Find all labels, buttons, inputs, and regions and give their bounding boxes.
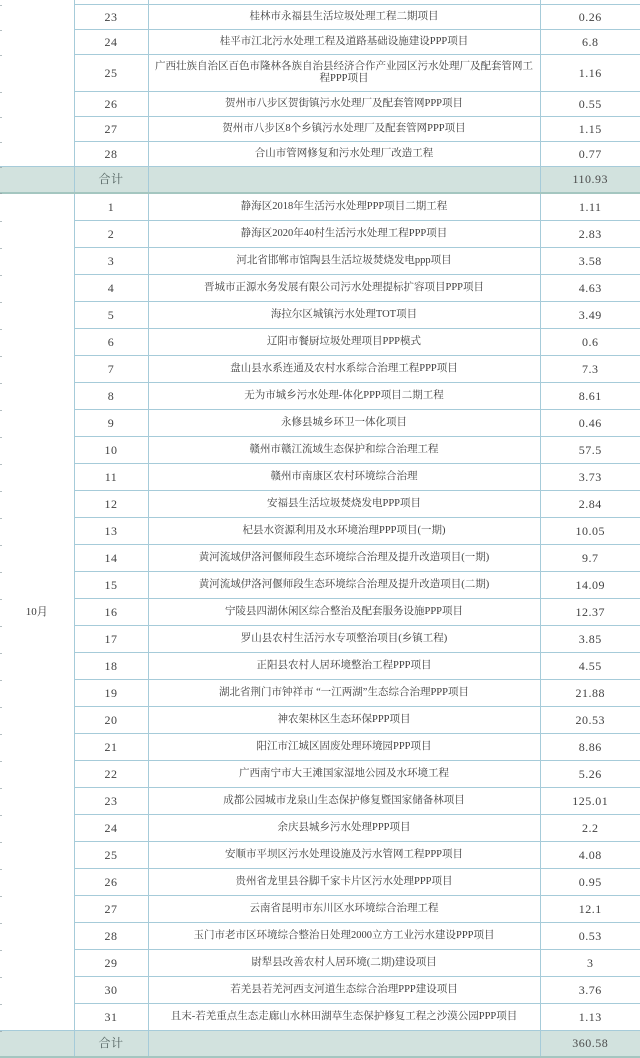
project-name-cell: 余庆县城乡污水处理PPP项目 bbox=[148, 815, 540, 842]
value-cell: 2.2 bbox=[540, 815, 640, 842]
value-cell: 7.3 bbox=[540, 356, 640, 383]
project-name-cell: 黄河流域伊洛河偃师段生态环境综合治理及提升改造项目(一期) bbox=[148, 545, 540, 572]
table-row bbox=[0, 30, 640, 55]
table-row bbox=[0, 142, 640, 167]
value-cell: 10.05 bbox=[540, 518, 640, 545]
table-row bbox=[0, 950, 640, 977]
project-name-cell: 罗山县农村生活污水专项整治项目(乡镇工程) bbox=[148, 626, 540, 653]
row-index-cell: 11 bbox=[74, 464, 148, 491]
row-index-cell: 30 bbox=[74, 977, 148, 1004]
total-name-cell bbox=[148, 167, 540, 194]
project-name-cell: 成都公园城市龙泉山生态保护修复暨国家储备林项目 bbox=[148, 788, 540, 815]
project-name-cell: 云南省昆明市东川区水环境综合治理工程 bbox=[148, 896, 540, 923]
value-cell: 20.53 bbox=[540, 707, 640, 734]
row-index-cell: 9 bbox=[74, 410, 148, 437]
project-name-cell: 阳江市江城区固废处理环境园PPP项目 bbox=[148, 734, 540, 761]
project-name-cell: 贺州市八步区8个乡镇污水处理厂及配套管网PPP项目 bbox=[148, 117, 540, 142]
row-index-cell: 28 bbox=[74, 142, 148, 167]
row-index-cell: 27 bbox=[74, 117, 148, 142]
project-name-cell: 玉门市老市区环境综合整治日处理2000立方工业污水建设PPP项目 bbox=[148, 923, 540, 950]
project-name-cell: 且末-若羌重点生态走廊山水林田湖草生态保护修复工程之沙漠公园PPP项目 bbox=[148, 1004, 540, 1031]
project-name-cell: 黄河流域伊洛河偃师段生态环境综合治理及提升改造项目(二期) bbox=[148, 572, 540, 599]
project-name-cell: 桂林市永福县生活垃圾处理工程二期项目 bbox=[148, 5, 540, 30]
table-row bbox=[0, 410, 640, 437]
row-index-cell: 21 bbox=[74, 734, 148, 761]
month-cell bbox=[0, 0, 74, 167]
row-index-cell: 1 bbox=[74, 193, 148, 221]
row-index-cell: 25 bbox=[74, 842, 148, 869]
value-cell: 125.01 bbox=[540, 788, 640, 815]
table-row bbox=[0, 761, 640, 788]
row-index-cell: 22 bbox=[74, 761, 148, 788]
table-row bbox=[0, 383, 640, 410]
table-row bbox=[0, 117, 640, 142]
table-row bbox=[0, 464, 640, 491]
value-cell: 21.88 bbox=[540, 680, 640, 707]
total-month-cell bbox=[0, 1031, 74, 1058]
table-row bbox=[0, 923, 640, 950]
project-name-cell: 安顺市平坝区污水处理设施及污水管网工程PPP项目 bbox=[148, 842, 540, 869]
value-cell: 3.73 bbox=[540, 464, 640, 491]
row-index-cell: 25 bbox=[74, 55, 148, 92]
table-row bbox=[0, 356, 640, 383]
row-index-cell: 6 bbox=[74, 329, 148, 356]
row-index-cell: 17 bbox=[74, 626, 148, 653]
value-cell: 1.13 bbox=[540, 1004, 640, 1031]
project-name-cell: 正阳县农村人居环境整治工程PPP项目 bbox=[148, 653, 540, 680]
value-cell: 12.1 bbox=[540, 896, 640, 923]
project-name-cell: 广西壮族自治区百色市隆林各族自治县经济合作产业园区污水处理厂及配套管网工程PPP项目 bbox=[148, 55, 540, 92]
project-name-cell: 若羌县若羌河西支河道生态综合治理PPP建设项目 bbox=[148, 977, 540, 1004]
table-row bbox=[0, 545, 640, 572]
value-cell: 3.76 bbox=[540, 977, 640, 1004]
row-index-cell: 24 bbox=[74, 815, 148, 842]
project-name-cell: 盘山县水系连通及农村水系综合治理工程PPP项目 bbox=[148, 356, 540, 383]
value-cell: 6.8 bbox=[540, 30, 640, 55]
project-name-cell: 海拉尔区城镇污水处理TOT项目 bbox=[148, 302, 540, 329]
total-label-cell: 合计 bbox=[74, 167, 148, 194]
month-cell: 10月 bbox=[0, 193, 74, 1031]
row-index-cell: 7 bbox=[74, 356, 148, 383]
value-cell: 14.09 bbox=[540, 572, 640, 599]
row-index-cell: 31 bbox=[74, 1004, 148, 1031]
row-index-cell: 27 bbox=[74, 896, 148, 923]
project-name-cell: 河北省邯郸市馆陶县生活垃圾焚烧发电ppp项目 bbox=[148, 248, 540, 275]
table-row bbox=[0, 275, 640, 302]
total-row bbox=[0, 1031, 640, 1058]
value-cell: 0.95 bbox=[540, 869, 640, 896]
row-index-cell: 16 bbox=[74, 599, 148, 626]
value-cell: 8.86 bbox=[540, 734, 640, 761]
table-row bbox=[0, 302, 640, 329]
table-row bbox=[0, 221, 640, 248]
value-cell: 3.85 bbox=[540, 626, 640, 653]
value-cell: 0.53 bbox=[540, 923, 640, 950]
table-row bbox=[0, 707, 640, 734]
value-cell: 0.6 bbox=[540, 329, 640, 356]
value-cell: 5.26 bbox=[540, 761, 640, 788]
value-cell: 4.63 bbox=[540, 275, 640, 302]
table-row bbox=[0, 788, 640, 815]
row-index-cell: 2 bbox=[74, 221, 148, 248]
table-row bbox=[0, 680, 640, 707]
value-cell: 9.7 bbox=[540, 545, 640, 572]
project-name-cell: 赣州市赣江流域生态保护和综合治理工程 bbox=[148, 437, 540, 464]
value-cell: 3 bbox=[540, 950, 640, 977]
table-row bbox=[0, 518, 640, 545]
total-name-cell bbox=[148, 1031, 540, 1058]
total-value-cell: 110.93 bbox=[540, 167, 640, 194]
total-value-cell: 360.58 bbox=[540, 1031, 640, 1058]
value-cell: 2.84 bbox=[540, 491, 640, 518]
value-cell: 1.16 bbox=[540, 55, 640, 92]
table-row bbox=[0, 869, 640, 896]
row-index-cell: 28 bbox=[74, 923, 148, 950]
project-name-cell: 辽阳市餐厨垃圾处理项目PPP模式 bbox=[148, 329, 540, 356]
table-row bbox=[0, 977, 640, 1004]
value-cell: 8.61 bbox=[540, 383, 640, 410]
row-index-cell: 13 bbox=[74, 518, 148, 545]
value-cell: 3.58 bbox=[540, 248, 640, 275]
row-index-cell: 4 bbox=[74, 275, 148, 302]
table-row bbox=[0, 92, 640, 117]
table-row bbox=[0, 734, 640, 761]
project-name-cell: 合山市管网修复和污水处理厂改造工程 bbox=[148, 142, 540, 167]
row-index-cell: 15 bbox=[74, 572, 148, 599]
table-row bbox=[0, 329, 640, 356]
project-name-cell: 桂平市江北污水处理工程及道路基础设施建设PPP项目 bbox=[148, 30, 540, 55]
row-index-cell: 23 bbox=[74, 5, 148, 30]
row-index-cell: 23 bbox=[74, 788, 148, 815]
table-row bbox=[0, 572, 640, 599]
value-cell: 0.55 bbox=[540, 92, 640, 117]
value-cell: 3.49 bbox=[540, 302, 640, 329]
row-index-cell: 26 bbox=[74, 869, 148, 896]
value-cell: 4.55 bbox=[540, 653, 640, 680]
row-index-cell: 5 bbox=[74, 302, 148, 329]
project-name-cell: 尉犁县改善农村人居环境(二期)建设项目 bbox=[148, 950, 540, 977]
row-index-cell: 3 bbox=[74, 248, 148, 275]
value-cell: 4.08 bbox=[540, 842, 640, 869]
value-cell: 57.5 bbox=[540, 437, 640, 464]
row-index-cell: 8 bbox=[74, 383, 148, 410]
table-row bbox=[0, 896, 640, 923]
table-row bbox=[0, 5, 640, 30]
project-name-cell: 无为市城乡污水处理-体化PPP项目二期工程 bbox=[148, 383, 540, 410]
project-name-cell: 静海区2018年生活污水处理PPP项目二期工程 bbox=[148, 193, 540, 221]
row-index-cell: 20 bbox=[74, 707, 148, 734]
project-name-cell: 赣州市南康区农村环境综合治理 bbox=[148, 464, 540, 491]
table-row bbox=[0, 842, 640, 869]
table-row bbox=[0, 437, 640, 464]
row-index-cell: 29 bbox=[74, 950, 148, 977]
value-cell: 0.26 bbox=[540, 5, 640, 30]
table-row bbox=[0, 599, 640, 626]
value-cell: 12.37 bbox=[540, 599, 640, 626]
total-row bbox=[0, 167, 640, 194]
table-row bbox=[0, 815, 640, 842]
row-index-cell: 10 bbox=[74, 437, 148, 464]
project-name-cell: 晋城市正源水务发展有限公司污水处理提标扩容项目PPP项目 bbox=[148, 275, 540, 302]
row-index-cell: 14 bbox=[74, 545, 148, 572]
project-name-cell: 神农架林区生态环保PPP项目 bbox=[148, 707, 540, 734]
total-month-cell bbox=[0, 167, 74, 194]
value-cell: 1.15 bbox=[540, 117, 640, 142]
project-name-cell: 贵州省龙里县谷脚千家卡片区污水处理PPP项目 bbox=[148, 869, 540, 896]
project-name-cell: 广西南宁市大王滩国家湿地公园及水环境工程 bbox=[148, 761, 540, 788]
project-name-cell: 安福县生活垃圾焚烧发电PPP项目 bbox=[148, 491, 540, 518]
value-cell: 1.11 bbox=[540, 193, 640, 221]
project-name-cell: 永修县城乡环卫一体化项目 bbox=[148, 410, 540, 437]
table-row bbox=[0, 248, 640, 275]
table-row bbox=[0, 193, 640, 221]
total-label-cell: 合计 bbox=[74, 1031, 148, 1058]
project-name-cell: 杞县水资源利用及水环境治理PPP项目(一期) bbox=[148, 518, 540, 545]
row-index-cell: 24 bbox=[74, 30, 148, 55]
project-name-cell: 静海区2020年40村生活污水处理工程PPP项目 bbox=[148, 221, 540, 248]
table-row bbox=[0, 1004, 640, 1031]
value-cell: 2.83 bbox=[540, 221, 640, 248]
table-row bbox=[0, 491, 640, 518]
value-cell: 0.46 bbox=[540, 410, 640, 437]
row-index-cell: 18 bbox=[74, 653, 148, 680]
row-index-cell: 26 bbox=[74, 92, 148, 117]
table-row bbox=[0, 653, 640, 680]
project-name-cell: 贺州市八步区贺街镇污水处理厂及配套管网PPP项目 bbox=[148, 92, 540, 117]
table-row bbox=[0, 626, 640, 653]
project-name-cell: 湖北省荆门市钟祥市 “一江两湖”生态综合治理PPP项目 bbox=[148, 680, 540, 707]
row-index-cell: 19 bbox=[74, 680, 148, 707]
value-cell: 0.77 bbox=[540, 142, 640, 167]
table-row bbox=[0, 55, 640, 92]
project-name-cell: 宁陵县四湖休闲区综合整治及配套服务设施PPP项目 bbox=[148, 599, 540, 626]
row-index-cell: 12 bbox=[74, 491, 148, 518]
